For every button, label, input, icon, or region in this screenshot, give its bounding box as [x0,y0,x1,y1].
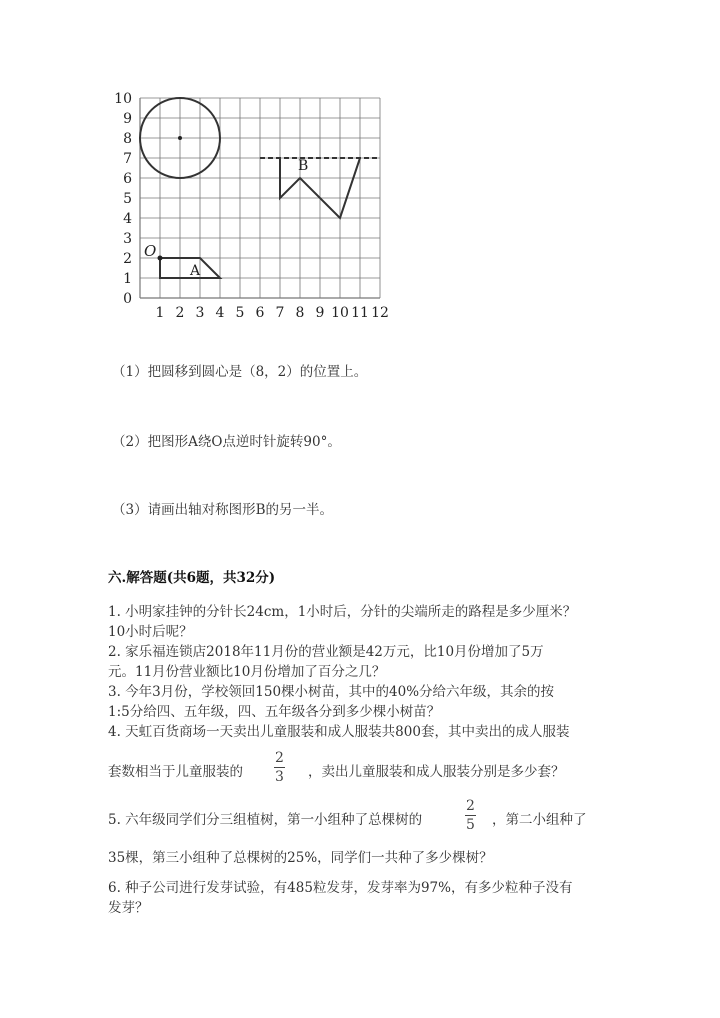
origin-label: O [144,242,157,260]
shape-b-label: B [298,158,309,174]
x-tick-label: 7 [275,305,285,321]
x-tick-label: 1 [155,305,165,321]
x-tick-label: 11 [351,305,369,321]
task-1: （1）把圆移到圆心是（8，2）的位置上。 [112,364,368,380]
y-tick-label: 6 [123,171,132,187]
q6-line2: 发芽？ [108,900,149,916]
x-tick-label: 6 [255,305,265,321]
task-3: （3）请画出轴对称图形B的另一半。 [112,502,334,518]
coordinate-grid-figure [0,0,720,330]
x-tick-label: 2 [175,305,185,321]
q5-line1: 5. 六年级同学们分三组植树，第一小组种了总棵树的 [108,812,423,828]
origin-point [158,256,163,261]
q5-fraction [465,798,476,833]
x-tick-label: 4 [215,305,225,321]
y-tick-label: 0 [123,291,132,307]
q2-line1: 2. 家乐福连锁店2018年11月份的营业额是42万元，比10月份增加了5万 [108,644,544,660]
q4-line2: 套数相当于儿童服装的 [108,764,243,780]
q4-line1: 4. 天虹百货商场一天卖出儿童服装和成人服装共800套，其中卖出的成人服装 [108,724,570,740]
shape-a-label: A [190,263,201,279]
q1-line1: 1. 小明家挂钟的分针长24cm，1小时后，分针的尖端所走的路程是多少厘米？ [108,604,577,620]
q4-line2-rest: ，卖出儿童服装和成人服装分别是多少套？ [308,764,565,780]
y-tick-label: 9 [123,111,132,127]
y-tick-label: 8 [123,131,132,147]
q1-line2: 10小时后呢？ [108,624,193,640]
q5-line1-rest: ，第二小组种了 [492,812,587,828]
y-tick-label: 2 [123,251,132,267]
q3-line1: 3. 今年3月份，学校领回150棵小树苗，其中的40%分给六年级，其余的按 [108,684,555,700]
x-tick-label: 9 [315,305,325,321]
q2-line2: 元。11月份营业额比10月份增加了百分之几？ [108,664,386,680]
x-tick-label: 3 [195,305,205,321]
task-2: （2）把图形A绕O点逆时针旋转90°。 [112,434,341,450]
x-tick-label: 5 [235,305,245,321]
y-tick-label: 1 [123,271,132,287]
x-tick-label: 8 [295,305,305,321]
x-tick-label: 10 [331,305,349,321]
q3-line2: 1:5分给四、五年级，四、五年级各分到多少棵小树苗？ [108,704,441,720]
x-tick-label: 12 [371,305,389,321]
y-tick-label: 7 [123,151,132,167]
numerator: 2 [466,798,475,814]
y-tick-label: 3 [123,231,132,247]
q6-line1: 6. 种子公司进行发芽试验，有485粒发芽，发芽率为97%，有多少粒种子没有 [108,880,573,896]
section-title: 六.解答题(共6题，共32分) [108,570,276,586]
denominator: 5 [466,817,475,833]
q5-line2: 35棵，第三小组种了总棵树的25%，同学们一共种了多少棵树？ [108,850,493,866]
circle-center-dot [178,136,182,140]
y-tick-label: 4 [123,211,132,227]
q4-fraction [274,750,285,785]
denominator: 3 [275,769,284,785]
y-tick-label: 5 [123,191,132,207]
y-tick-label: 10 [114,91,132,107]
numerator: 2 [275,750,284,766]
